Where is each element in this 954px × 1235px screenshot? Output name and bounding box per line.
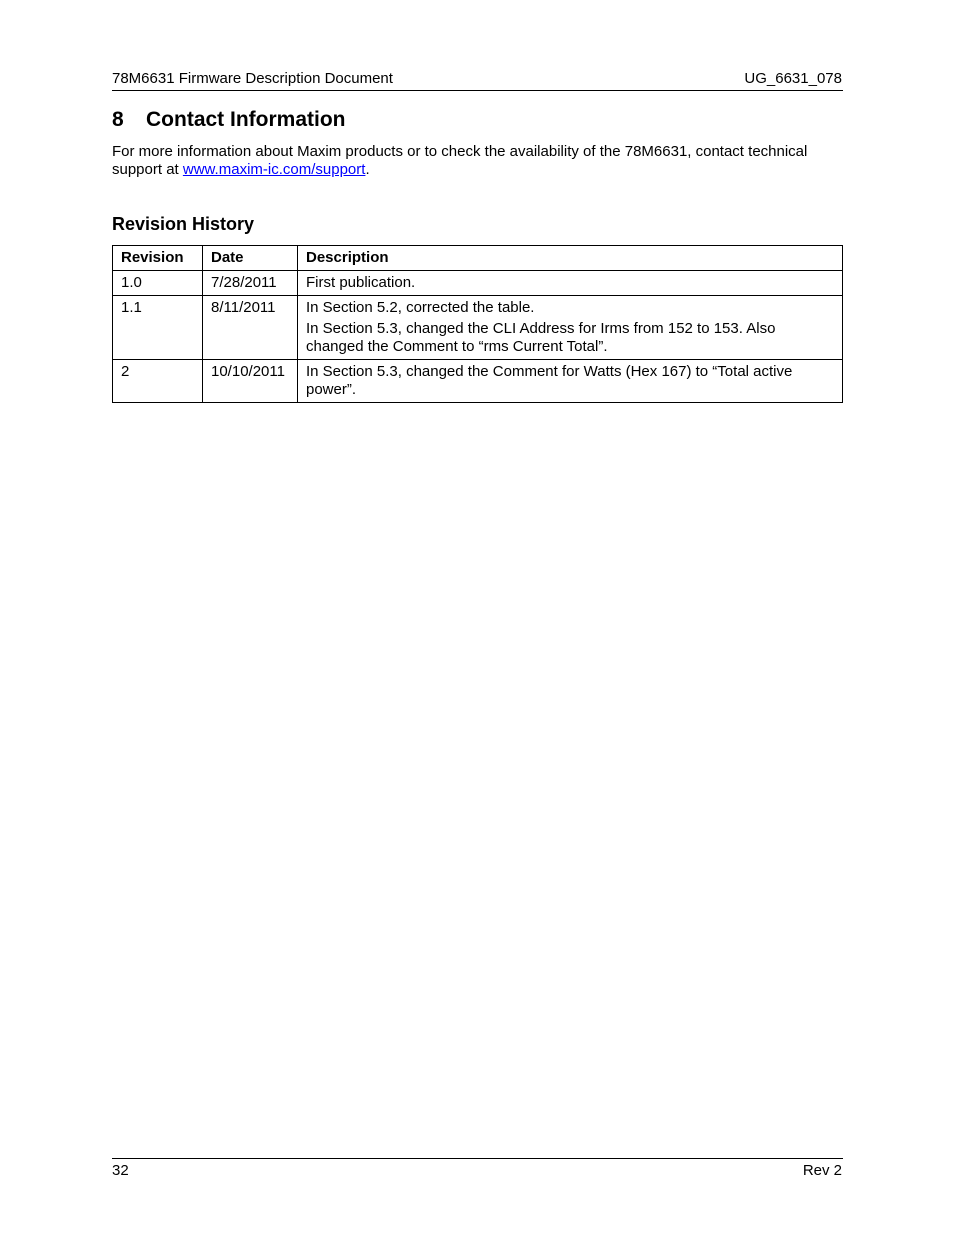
page-number: 32 xyxy=(112,1162,129,1179)
revision-cell: 1.1 xyxy=(113,296,203,360)
column-header-description: Description xyxy=(298,246,843,271)
table-row xyxy=(113,296,843,360)
intro-text-end: . xyxy=(365,161,370,178)
footer-revision: Rev 2 xyxy=(802,1162,842,1179)
description-cell xyxy=(298,360,843,403)
table-row xyxy=(113,271,843,296)
description-cell xyxy=(298,271,843,296)
description-line: First publication. xyxy=(306,274,416,291)
section-heading xyxy=(112,107,346,133)
date-cell: 10/10/2011 xyxy=(203,360,298,403)
description-line: In Section 5.2, corrected the table. xyxy=(306,299,535,316)
section-title: Contact Information xyxy=(146,108,346,131)
page-header xyxy=(112,69,843,91)
document-title: 78M6631 Firmware Description Document xyxy=(112,70,393,87)
revision-history-table xyxy=(112,245,843,403)
table-header-row xyxy=(113,246,843,271)
support-link[interactable]: www.maxim-ic.com/support xyxy=(182,161,366,178)
description-line: In Section 5.3, changed the Comment for Watts (Hex 167) to “Total active power”. xyxy=(306,363,793,398)
revision-cell: 2 xyxy=(113,360,203,403)
page-footer xyxy=(112,1158,843,1179)
revision-cell: 1.0 xyxy=(113,271,203,296)
revision-history-heading: Revision History xyxy=(112,214,255,234)
section-number: 8 xyxy=(112,108,124,131)
date-cell: 7/28/2011 xyxy=(203,271,298,296)
table-row xyxy=(113,360,843,403)
description-line: In Section 5.3, changed the CLI Address for Irms from 152 to 153. Also changed the Comment to “rms Current Total”. xyxy=(306,320,776,355)
document-id: UG_6631_078 xyxy=(744,70,842,87)
description-cell xyxy=(298,296,843,360)
date-cell: 8/11/2011 xyxy=(203,296,298,360)
intro-paragraph xyxy=(112,143,852,179)
intro-text: For more information about Maxim products or to check the availability of the 78M6631, contact technical support at xyxy=(112,143,808,178)
column-header-revision: Revision xyxy=(113,246,203,271)
column-header-date: Date xyxy=(203,246,298,271)
